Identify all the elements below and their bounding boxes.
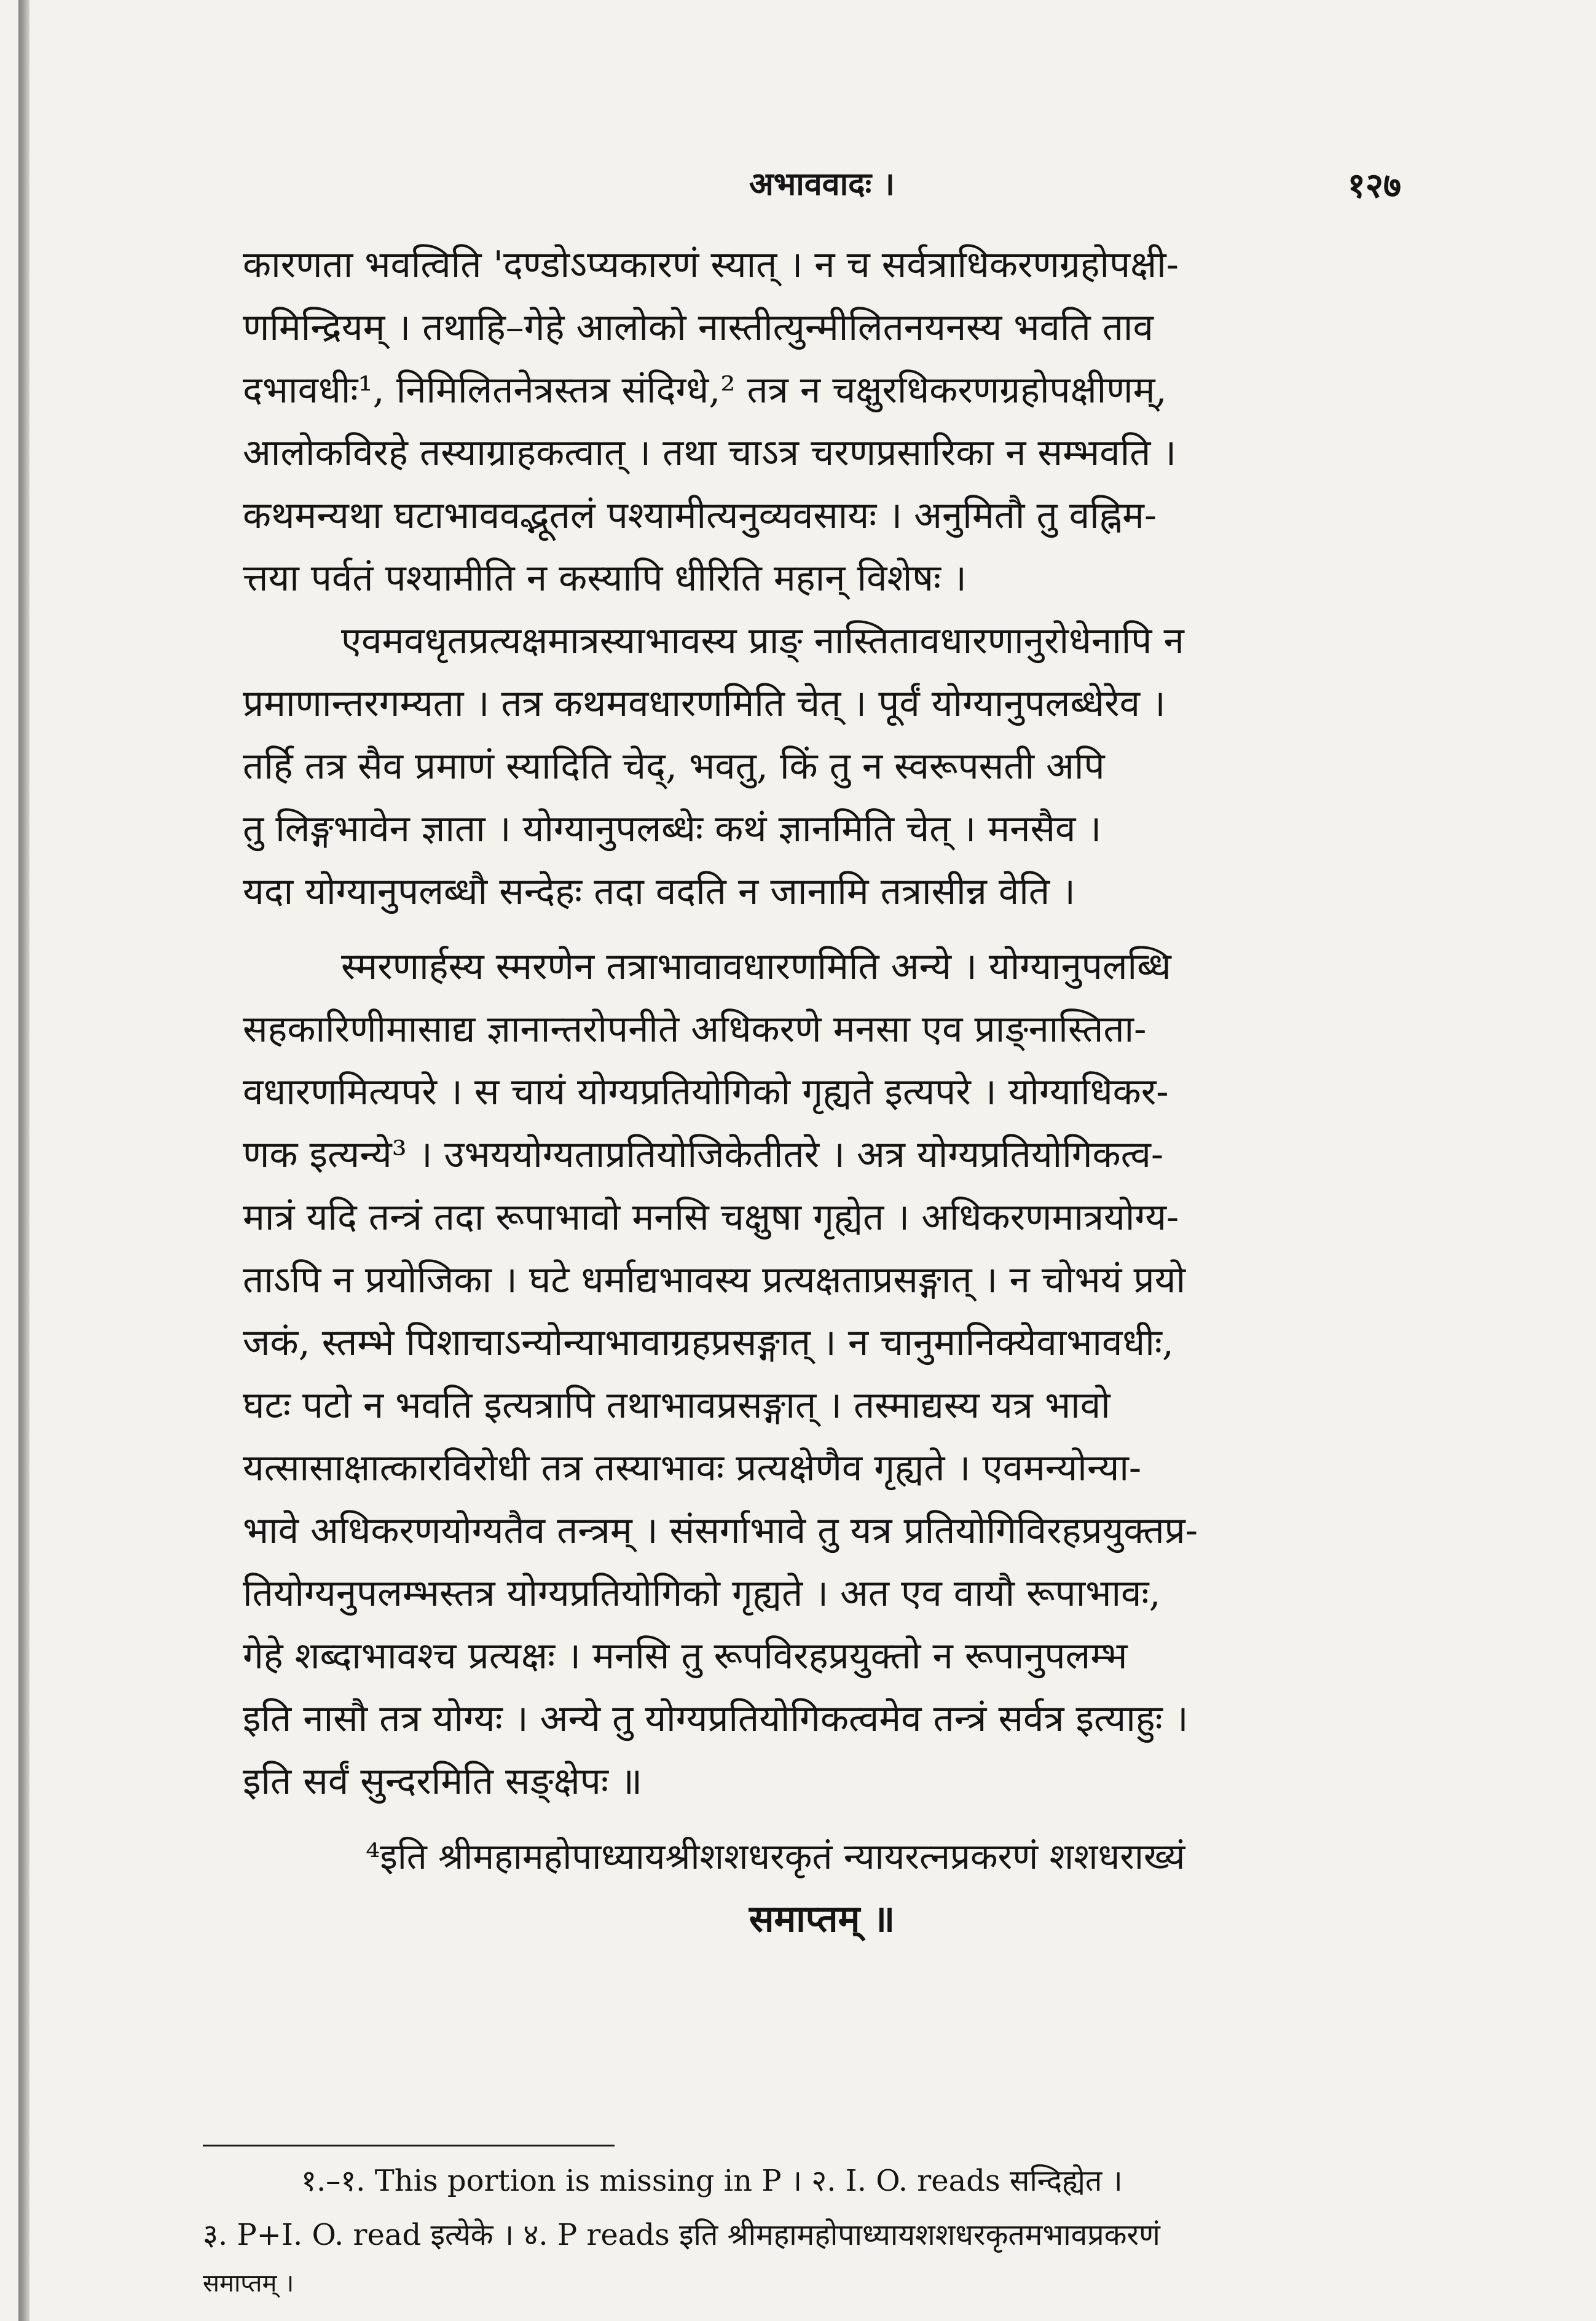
text-line: इति सर्वं सुन्दरमिति सङ्क्षेपः ॥ — [243, 1760, 643, 1803]
text-line: तियोग्यनुपलम्भस्तत्र योग्यप्रतियोगिको गृह्यते । अत एव वायौ रूपाभावः, — [243, 1572, 1161, 1615]
text-line: कारणता भवत्विति 'दण्डोऽप्यकारणं स्यात् । न च सर्वत्राधिकरणग्रहोपक्षी- — [243, 243, 1179, 286]
text-line: यत्सासाक्षात्कारविरोधी तत्र तस्याभावः प्रत्यक्षेणैव गृह्यते । एवमन्योन्या- — [243, 1447, 1142, 1490]
paragraph-gap — [243, 923, 1401, 935]
footnote-rule — [203, 2145, 615, 2146]
main-text — [243, 234, 1401, 1950]
colophon-end: समाप्तम् ॥ — [749, 1898, 895, 1941]
text-line: कथमन्यथा घटाभाववद्भूतलं पश्यामीत्यनुव्यवसायः । अनुमितौ तु वह्निम- — [243, 494, 1157, 537]
footnote-line: ३. P+I. O. read इत्येके । ४. P reads इति श्रीमहामहोपाध्यायशशधरकृतमभावप्रकरणं — [203, 2218, 1160, 2252]
text-line: आलोकविरहे तस्याग्राहकत्वात् । तथा चाऽत्र चरणप्रसारिका न सम्भवति । — [243, 431, 1177, 474]
text-line: त्तया पर्वतं पश्यामीति न कस्यापि धीरिति महान् विशेषः । — [243, 557, 967, 600]
paragraph-start-line: एवमवधृतप्रत्यक्षमात्रस्याभावस्य प्राङ् नास्तितावधारणानुरोधेनापि न — [341, 619, 1184, 662]
text-line: वधारणमित्यपरे । स चायं योग्यप्रतियोगिको गृह्यते इत्यपरे । योग्याधिकर- — [243, 1070, 1169, 1113]
text-line: मात्रं यदि तन्त्रं तदा रूपाभावो मनसि चक्षुषा गृह्येत । अधिकरणमात्रयोग्य- — [243, 1196, 1179, 1239]
text-line: यदा योग्यानुपलब्धौ सन्देहः तदा वदति न जानामि तत्रासीन्न वेति । — [243, 870, 1075, 913]
paragraph-gap — [243, 1813, 1401, 1825]
text-line: भावे अधिकरणयोग्यतैव तन्त्रम् । संसर्गाभावे तु यत्र प्रतियोगिविरहप्रयुक्तप्र- — [243, 1509, 1198, 1552]
text-line: सहकारिणीमासाद्य ज्ञानान्तरोपनीते अधिकरणे मनसा एव प्राङ्नास्तिता- — [243, 1008, 1147, 1051]
footnotes — [203, 2154, 1407, 2305]
colophon-line: ⁴इति श्रीमहामहोपाध्यायश्रीशशधरकृतं न्यायरत्नप्रकरणं शशधराख्यं — [366, 1836, 1185, 1877]
text-line: गेहे शब्दाभावश्च प्रत्यक्षः । मनसि तु रूपविरहप्रयुक्तो न रूपानुपलम्भ — [243, 1635, 1128, 1678]
running-title: अभाववादः । — [749, 165, 895, 203]
text-line: ताऽपि न प्रयोजिका । घटे धर्माद्यभावस्य प्रत्यक्षताप्रसङ्गात् । न चोभयं प्रयो — [243, 1259, 1186, 1302]
page-binding-edge — [18, 0, 29, 2321]
text-line: दभावधीः¹, निमिलितनेत्रस्तत्र संदिग्धे,² तत्र न चक्षुरधिकरणग्रहोपक्षीणम्, — [243, 369, 1167, 412]
text-line: तर्हि तत्र सैव प्रमाणं स्यादिति चेद्, भवतु, किं तु न स्वरूपसती अपि — [243, 745, 1105, 788]
paragraph-start-line: स्मरणार्हस्य स्मरणेन तत्राभावावधारणमिति अन्ये । योग्यानुपलब्धि — [341, 945, 1171, 988]
text-line: घटः पटो न भवति इत्यत्रापि तथाभावप्रसङ्गात् । तस्माद्यस्य यत्र भावो — [243, 1384, 1111, 1427]
text-line: जकं, स्तम्भे पिशाचाऽन्योन्याभावाग्रहप्रसङ्गात् । न चानुमानिक्येवाभावधीः, — [243, 1321, 1174, 1364]
text-line: इति नासौ तत्र योग्यः । अन्ये तु योग्यप्रतियोगिकत्वमेव तन्त्रं सर्वत्र इत्याहुः । — [243, 1697, 1189, 1740]
page-header — [243, 161, 1401, 210]
text-line: णमिन्द्रियम् । तथाहि–गेहे आलोको नास्तीत्युन्मीलितनयनस्य भवति ताव — [243, 306, 1154, 349]
text-line: प्रमाणान्तरगम्यता । तत्र कथमवधारणमिति चेत् । पूर्वं योग्यानुपलब्धेरेव । — [243, 682, 1166, 725]
page-number: १२७ — [1347, 165, 1401, 206]
text-line: णक इत्यन्ये³ । उभययोग्यताप्रतियोजिकेतीतरे । अत्र योग्यप्रतियोगिकत्व- — [243, 1133, 1164, 1176]
footnote-line: समाप्तम् । — [203, 2269, 294, 2298]
text-line: तु लिङ्गभावेन ज्ञाता । योग्यानुपलब्धेः कथं ज्ञानमिति चेत् । मनसैव । — [243, 807, 1102, 850]
footnote-line: १.–१. This portion is missing in P । २. I. O. reads सन्दिह्येत । — [301, 2164, 1123, 2198]
